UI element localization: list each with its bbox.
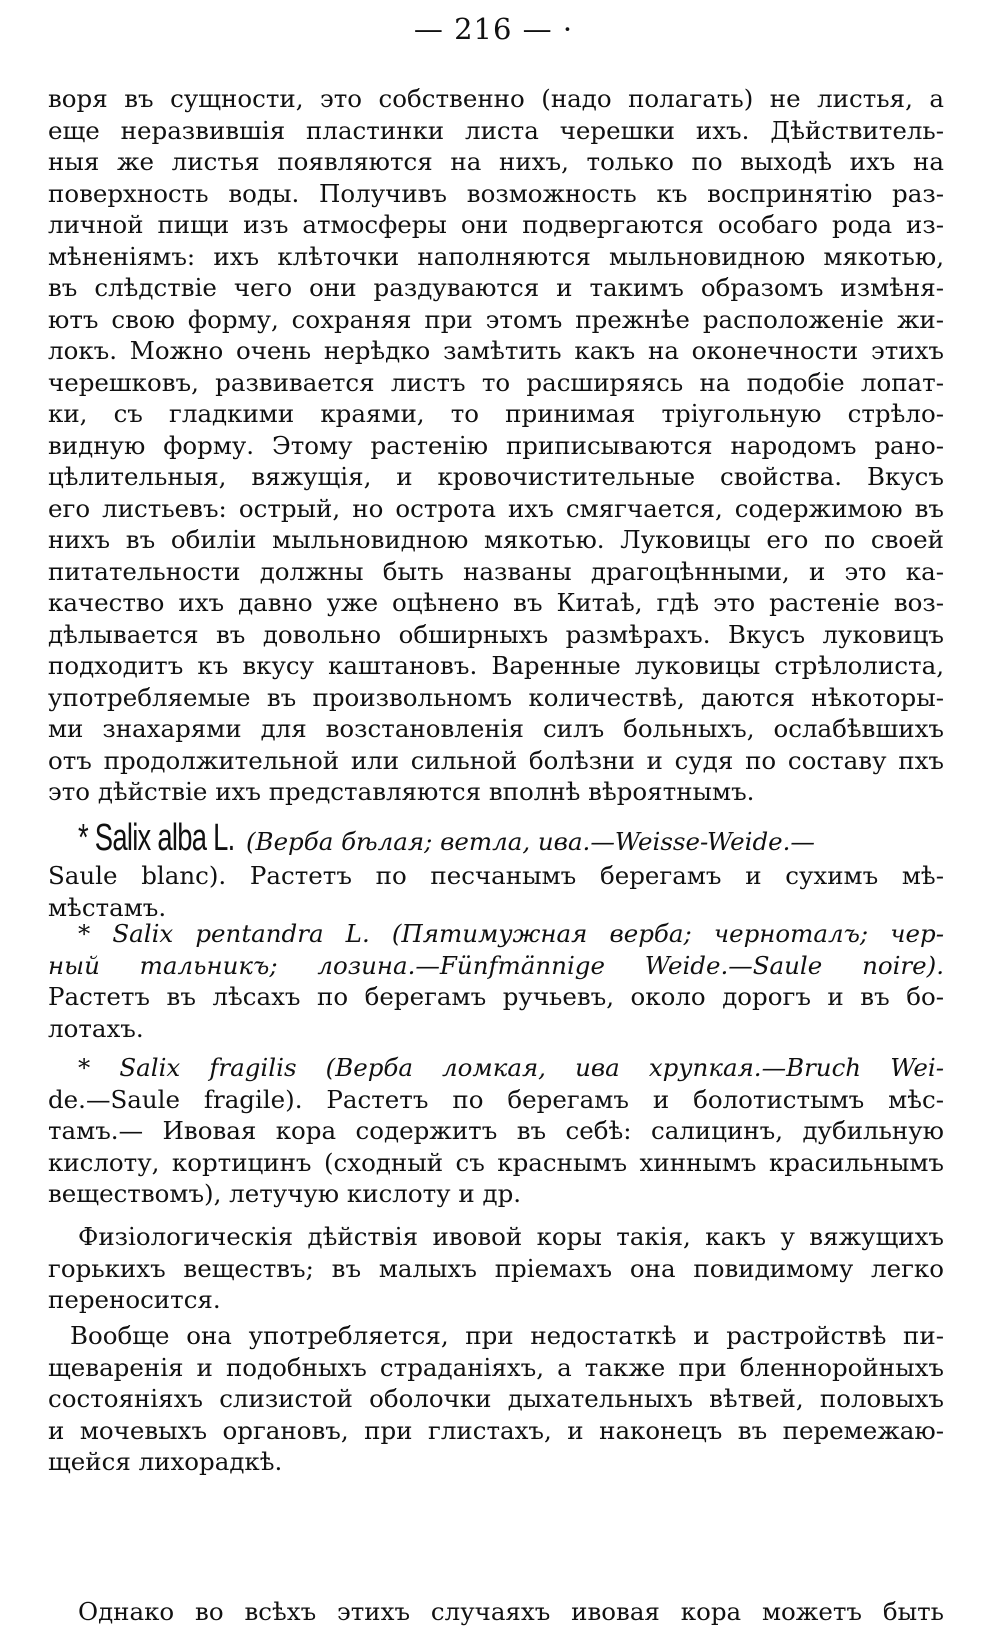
text-line: ки, съ гладкими краями, то принимая тріугольную стрѣло- <box>48 399 944 428</box>
text-line: въ слѣдствіе чего они раздуваются и такимъ образомъ измѣня- <box>48 273 944 302</box>
text-line: щеваренія и подобныхъ страданіяхъ, а также при бленноройныхъ <box>48 1352 944 1382</box>
paragraph-physiology <box>48 1221 944 1316</box>
text-line: переносится. <box>48 1285 221 1314</box>
paragraph-final <box>48 1596 944 1628</box>
page-number: — 216 — · <box>413 12 574 46</box>
entry-synonyms: (Верба бѣлая; ветла, ива.—Weisse-Weide.— <box>246 827 815 856</box>
text-line: и мочевыхъ органовъ, при глистахъ, и наконецъ въ перемежаю- <box>48 1415 944 1445</box>
text-line: лотахъ. <box>48 1013 144 1043</box>
text-line: локъ. Можно очень нерѣдко замѣтить какъ на оконечности этихъ <box>48 336 944 365</box>
text-line: цѣлительныя, вяжущія, и кровочистительные свойства. Вкусъ <box>48 462 944 491</box>
text-line: Однако во всѣхъ этихъ случаяхъ ивовая кора можетъ быть <box>78 1597 944 1626</box>
text-line: щейся лихорадкѣ. <box>48 1447 283 1476</box>
entry-salix-pentandra <box>48 918 944 1044</box>
text-line: воря въ сущности, это собственно (надо полагать) не листья, а <box>48 84 944 113</box>
text-line: Saule blanc). Растетъ по песчанымъ берегамъ и сухимъ мѣ- <box>48 861 944 890</box>
text-line: дѣлывается въ довольно обширныхъ размѣрахъ. Вкусъ луковицъ <box>48 619 944 649</box>
text-line: веществомъ), летучую кислоту и др. <box>48 1179 522 1208</box>
text-line: ный тальникъ; лозина.—Fünfmännige Weide.—Saule noire). <box>48 950 944 980</box>
text-line: видную форму. Этому растенію приписываются народомъ рано- <box>48 430 944 460</box>
text-line: тамъ.— Ивовая кора содержитъ въ себѣ: салицинъ, дубильную <box>48 1116 944 1145</box>
text-line: de.—Saule fragile). Растетъ по берегамъ и болотистымъ мѣс- <box>48 1084 944 1114</box>
paragraph-sagittaria-continued <box>48 83 944 808</box>
paragraph-usage <box>48 1320 944 1478</box>
text-line: ми знахарями для возстановленія силъ больныхъ, ослабѣвшихъ <box>48 714 944 743</box>
entry-salix-fragilis <box>48 1052 944 1210</box>
text-line: нихъ въ обиліи мыльновидною мякотью. Луковицы его по своей <box>48 525 944 554</box>
text-line: ныя же листья появляются на нихъ, только по выходѣ ихъ на <box>48 147 944 176</box>
entry-heading-salix-alba: * Salix alba L. <box>78 817 235 859</box>
text-line: качество ихъ давно уже оцѣнено въ Китаѣ, гдѣ это растеніе воз- <box>48 588 944 617</box>
text-line: Вообще она употребляется, при недостаткѣ и растройствѣ пи- <box>70 1321 944 1350</box>
text-line: Физіологическія дѣйствія ивовой коры такія, какъ у вяжущихъ <box>78 1222 944 1251</box>
text-line: мѣненіямъ: ихъ клѣточки наполняются мыльновидною мякотью, <box>48 241 944 271</box>
text-line: кислоту, кортицинъ (сходный съ краснымъ хиннымъ красильнымъ <box>48 1147 944 1177</box>
entry-salix-alba <box>48 816 944 923</box>
entry-heading-salix-fragilis: * Salix fragilis (Верба ломкая, ива хрупкая.—Bruch Wei- <box>78 1053 944 1082</box>
text-line: черешковъ, развивается листъ то расширяясь на подобіе лопат- <box>48 367 944 397</box>
text-line: состояніяхъ слизистой оболочки дыхательныхъ вѣтвей, половыхъ <box>48 1384 944 1413</box>
text-line: поверхность воды. Получивъ возможность къ воспринятію раз- <box>48 178 944 208</box>
text-line: подходитъ къ вкусу каштановъ. Варенные луковицы стрѣлолиста, <box>48 651 944 680</box>
text-line: это дѣйствіе ихъ представляются вполнѣ вѣроятнымъ. <box>48 777 755 806</box>
entry-heading-line <box>48 816 944 860</box>
text-line: отъ продолжительной или сильной болѣзни и судя по составу пхъ <box>48 745 944 775</box>
text-line: горькихъ веществъ; въ малыхъ пріемахъ она повидимому легко <box>48 1253 944 1283</box>
text-line: еще неразвившія пластинки листа черешки ихъ. Дѣйствитель- <box>48 115 944 145</box>
text-line: мѣстамъ. <box>48 892 167 922</box>
text-line: его листьевъ: острый, но острота ихъ смягчается, содержимою въ <box>48 493 944 523</box>
text-line: питательности должны быть названы драгоцѣнными, и это ка- <box>48 556 944 586</box>
text-line: личной пищи изъ атмосферы они подвергаются особаго рода из- <box>48 210 944 239</box>
text-line: Растетъ въ лѣсахъ по берегамъ ручьевъ, около дорогъ и въ бо- <box>48 982 944 1011</box>
entry-heading-salix-pentandra: * Salix pentandra L. (Пятимужная верба; черноталъ; чер- <box>78 919 944 948</box>
text-line: ютъ свою форму, сохраняя при этомъ прежнѣе расположеніе жи- <box>48 304 944 334</box>
text-line: употребляемые въ произвольномъ количествѣ, даются нѣкоторы- <box>48 682 944 712</box>
